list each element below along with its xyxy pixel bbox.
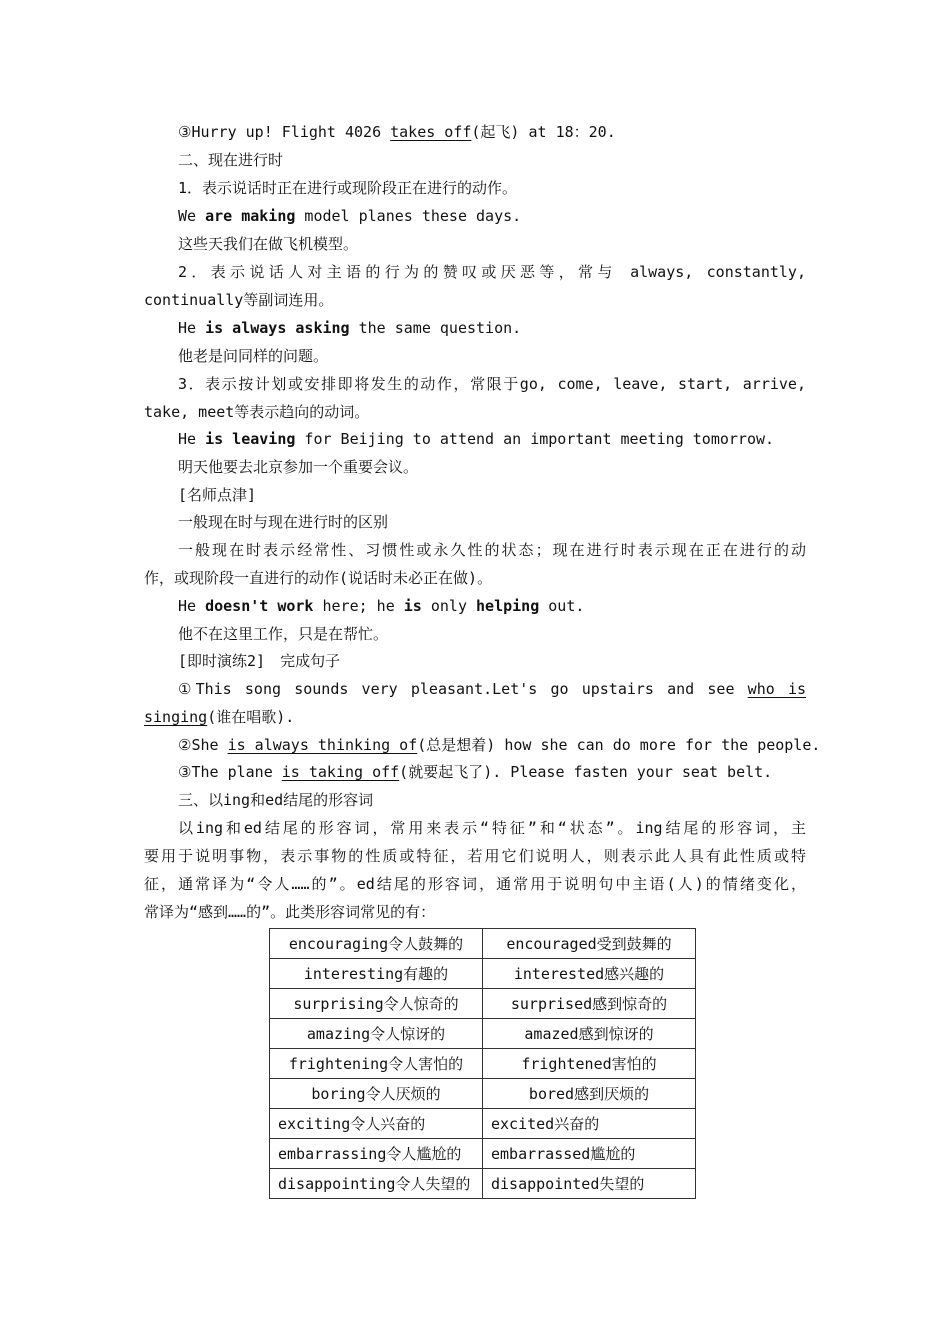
table-cell-ing: interesting有趣的 xyxy=(270,959,483,989)
section-heading: 二、现在进行时 xyxy=(178,151,284,169)
table-cell-ed: encouraged受到鼓舞的 xyxy=(483,929,696,959)
text: out. xyxy=(539,597,585,615)
table-cell-ed: interested感兴趣的 xyxy=(483,959,696,989)
table-cell-ing: encouraging令人鼓舞的 xyxy=(270,929,483,959)
table-cell-ing: surprising令人惊奇的 xyxy=(270,989,483,1019)
bold-phrase: are making xyxy=(205,207,296,225)
exercise-item-continued xyxy=(144,707,294,727)
text: model planes these days. xyxy=(295,207,522,225)
translation: 明天他要去北京参加一个重要会议。 xyxy=(178,458,419,476)
bold-phrase: is leaving xyxy=(205,430,296,448)
translation: 这些天我们在做飞机模型。 xyxy=(178,235,359,253)
exercise-item xyxy=(178,735,820,755)
text: the same question. xyxy=(349,319,522,337)
table-row xyxy=(270,989,696,1019)
rule-item: 1．表示说话时正在进行或现阶段正在进行的动作。 xyxy=(178,179,518,197)
bold-phrase: is xyxy=(403,597,422,615)
table-cell-ed: excited兴奋的 xyxy=(483,1109,696,1139)
table-cell-ed: surprised感到惊奇的 xyxy=(483,989,696,1019)
exercise-item xyxy=(178,762,772,782)
text: (起飞) at 18：20. xyxy=(471,123,616,141)
table-cell-ed: bored感到厌烦的 xyxy=(483,1079,696,1109)
table-cell-ing: frightening令人害怕的 xyxy=(270,1049,483,1079)
exercise-heading: [即时演练2] 完成句子 xyxy=(178,652,341,670)
table-row xyxy=(270,959,696,989)
table-cell-ed: amazed感到惊讶的 xyxy=(483,1019,696,1049)
example-sentence xyxy=(178,122,616,142)
note-paragraph: 一般现在时表示经常性、习惯性或永久性的状态；现在进行时表示现在正在进行的动 xyxy=(178,541,806,559)
bold-phrase: is always asking xyxy=(205,319,350,337)
table-row xyxy=(270,1139,696,1169)
example-sentence xyxy=(178,206,521,226)
paragraph-line: 要用于说明事物，表示事物的性质或特征，若用它们说明人，则表示此人具有此性质或特 xyxy=(144,847,806,865)
text: only xyxy=(421,597,477,615)
table-row xyxy=(270,1049,696,1079)
text: He xyxy=(178,597,206,615)
table-row xyxy=(270,1079,696,1109)
example-sentence xyxy=(178,596,584,616)
text: He xyxy=(178,430,206,448)
text: (就要起飞了). Please fasten your seat belt. xyxy=(399,763,773,781)
answer-underline: who is xyxy=(747,680,807,698)
table-row xyxy=(270,929,696,959)
note-title: 一般现在时与现在进行时的区别 xyxy=(178,513,389,531)
table-cell-ed: frightened害怕的 xyxy=(483,1049,696,1079)
rule-item-continued: take, meet等表示趋向的动词。 xyxy=(144,403,370,421)
note-paragraph-continued: 作，或现阶段一直进行的动作(说话时未必正在做)。 xyxy=(144,569,493,587)
text: (谁在唱歌). xyxy=(207,708,295,726)
rule-item: 3．表示按计划或安排即将发生的动作，常限于go, come, leave, start, arrive, xyxy=(178,375,806,393)
table-cell-ed: disappointed失望的 xyxy=(483,1169,696,1199)
note-heading: [名师点津] xyxy=(178,486,257,504)
translation: 他不在这里工作，只是在帮忙。 xyxy=(178,625,389,643)
rule-item: 2．表示说话人对主语的行为的赞叹或厌恶等，常与 always, constantly, xyxy=(178,263,806,281)
table-cell-ing: disappointing令人失望的 xyxy=(270,1169,483,1199)
bold-phrase: doesn't work xyxy=(205,597,314,615)
rule-item-continued: continually等副词连用。 xyxy=(144,291,334,309)
text: for Beijing to attend an important meeting tomorrow. xyxy=(295,430,775,448)
answer-underline: takes off xyxy=(390,123,472,141)
text: here; he xyxy=(313,597,404,615)
text: ②She xyxy=(178,736,228,754)
exercise-item xyxy=(178,679,806,699)
paragraph-line: 征，通常译为“令人……的”。ed结尾的形容词，通常用于说明句中主语(人)的情绪变化， xyxy=(144,875,806,893)
paragraph-line: 以ing和ed结尾的形容词，常用来表示“特征”和“状态”。ing结尾的形容词，主 xyxy=(178,819,806,837)
text: ③Hurry up! Flight 4026 xyxy=(178,123,391,141)
answer-underline: is taking off xyxy=(281,763,400,781)
text: We xyxy=(178,207,206,225)
table-cell-ing: exciting令人兴奋的 xyxy=(270,1109,483,1139)
table-cell-ed: embarrassed尴尬的 xyxy=(483,1139,696,1169)
table-cell-ing: embarrassing令人尴尬的 xyxy=(270,1139,483,1169)
paragraph-line: 常译为“感到……的”。此类形容词常见的有： xyxy=(144,903,436,921)
table-cell-ing: boring令人厌烦的 xyxy=(270,1079,483,1109)
text: ①This song sounds very pleasant.Let's go upstairs and see xyxy=(178,680,748,698)
translation: 他老是问同样的问题。 xyxy=(178,347,329,365)
table-row xyxy=(270,1169,696,1199)
table-row xyxy=(270,1019,696,1049)
adjective-table xyxy=(269,928,696,1199)
example-sentence xyxy=(178,429,774,449)
bold-phrase: helping xyxy=(476,597,540,615)
section-heading: 三、以ing和ed结尾的形容词 xyxy=(178,791,374,809)
text: He xyxy=(178,319,206,337)
example-sentence xyxy=(178,318,521,338)
table-row xyxy=(270,1109,696,1139)
answer-underline: is always thinking of xyxy=(227,736,418,754)
text: (总是想着) how she can do more for the people. xyxy=(417,736,821,754)
table-cell-ing: amazing令人惊讶的 xyxy=(270,1019,483,1049)
answer-underline: singing xyxy=(144,708,208,726)
text: ③The plane xyxy=(178,763,282,781)
